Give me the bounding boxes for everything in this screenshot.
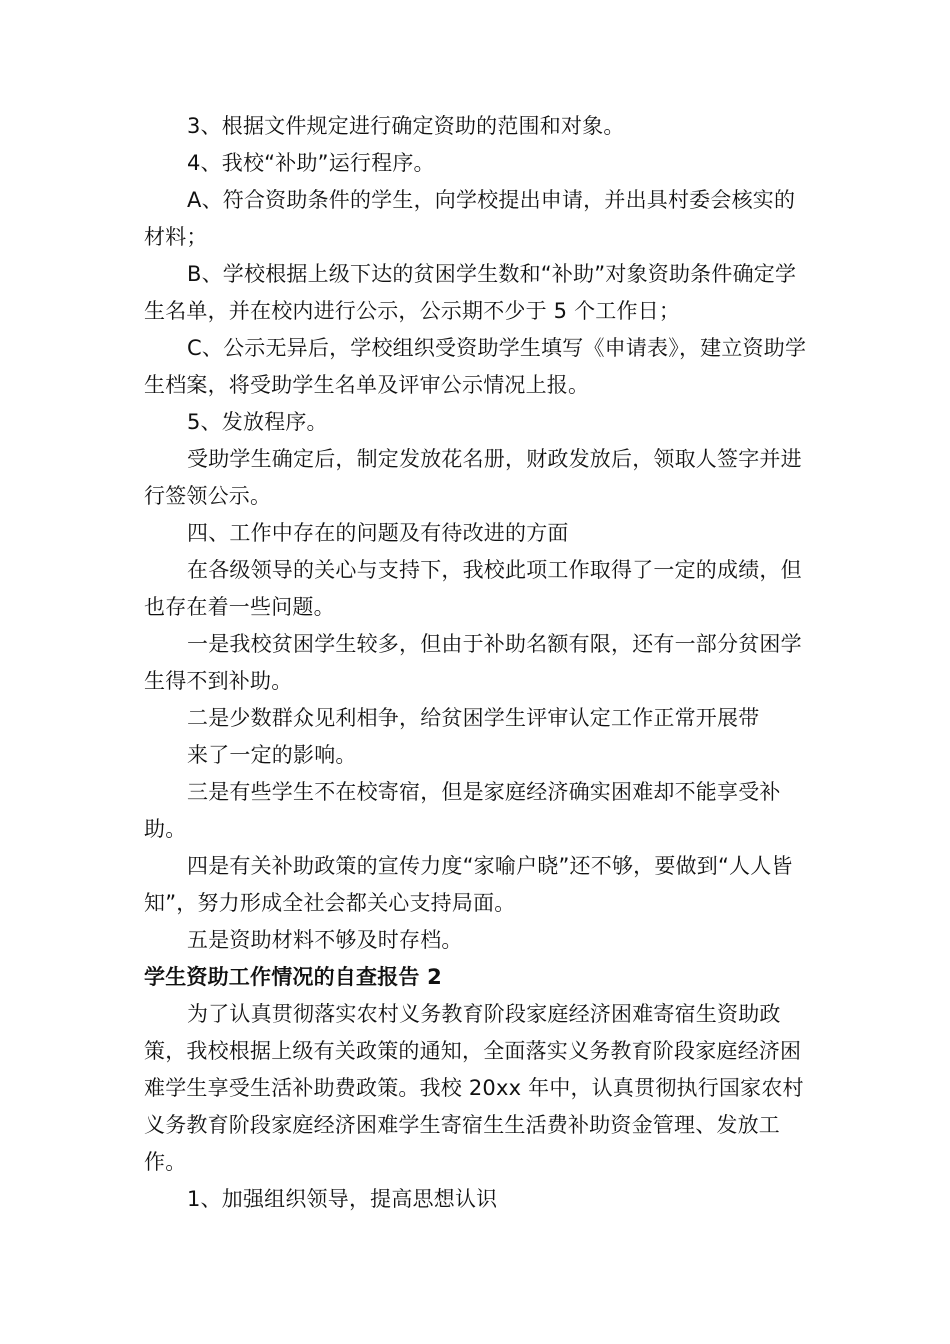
paragraph-distribution: 受助学生确定后，制定发放花名册，财政发放后，领取人签字并进行签领公示。 [144,447,802,508]
paragraph-problem-2: 二是少数群众见利相争，给贫困学生评审认定工作正常开展带 [187,706,760,730]
report-heading: 学生资助工作情况的自查报告 2 [144,965,442,989]
paragraph-problem-2-continued: 来了一定的影响。 [187,743,357,767]
paragraph-item-3: 3、根据文件规定进行确定资助的范围和对象。 [187,114,625,138]
section-heading-four: 四、工作中存在的问题及有待改进的方面 [187,521,569,545]
paragraph-problem-4: 四是有关补助政策的宣传力度“家喻户晓”还不够，要做到“人人皆知”，努力形成全社会都关心支持局面。 [144,854,793,915]
paragraph-item-c: C、公示无异后，学校组织受资助学生填写《申请表》，建立资助学生档案，将受助学生名单及评审公示情况上报。 [144,336,807,397]
paragraph-item-5: 5、发放程序。 [187,410,328,434]
paragraph-problem-1: 一是我校贫困学生较多，但由于补助名额有限，还有一部分贫困学生得不到补助。 [144,632,802,693]
paragraph-item-4: 4、我校“补助”运行程序。 [187,151,435,175]
paragraph-section-1: 1、加强组织领导，提高思想认识 [187,1187,498,1211]
paragraph-item-b: B、学校根据上级下达的贫困学生数和“补助”对象资助条件确定学生名单，并在校内进行公示，公示期不少于 5 个工作日； [144,262,797,323]
document-body [144,108,808,1218]
paragraph-support: 在各级领导的关心与支持下，我校此项工作取得了一定的成绩，但也存在着一些问题。 [144,558,802,619]
paragraph-intro: 为了认真贯彻落实农村义务教育阶段家庭经济困难寄宿生资助政策，我校根据上级有关政策的通知，全面落实义务教育阶段家庭经济困难学生享受生活补助费政策。我校 20xx 年中，认真贯彻执行国家农村义务教育阶段家庭经济困难学生寄宿生生活费补助资金管理、发放工作。 [144,1002,804,1174]
paragraph-problem-3: 三是有些学生不在校寄宿，但是家庭经济确实困难却不能享受补助。 [144,780,781,841]
paragraph-problem-5: 五是资助材料不够及时存档。 [187,928,463,952]
paragraph-item-a: A、符合资助条件的学生，向学校提出申请，并出具村委会核实的材料； [144,188,796,249]
